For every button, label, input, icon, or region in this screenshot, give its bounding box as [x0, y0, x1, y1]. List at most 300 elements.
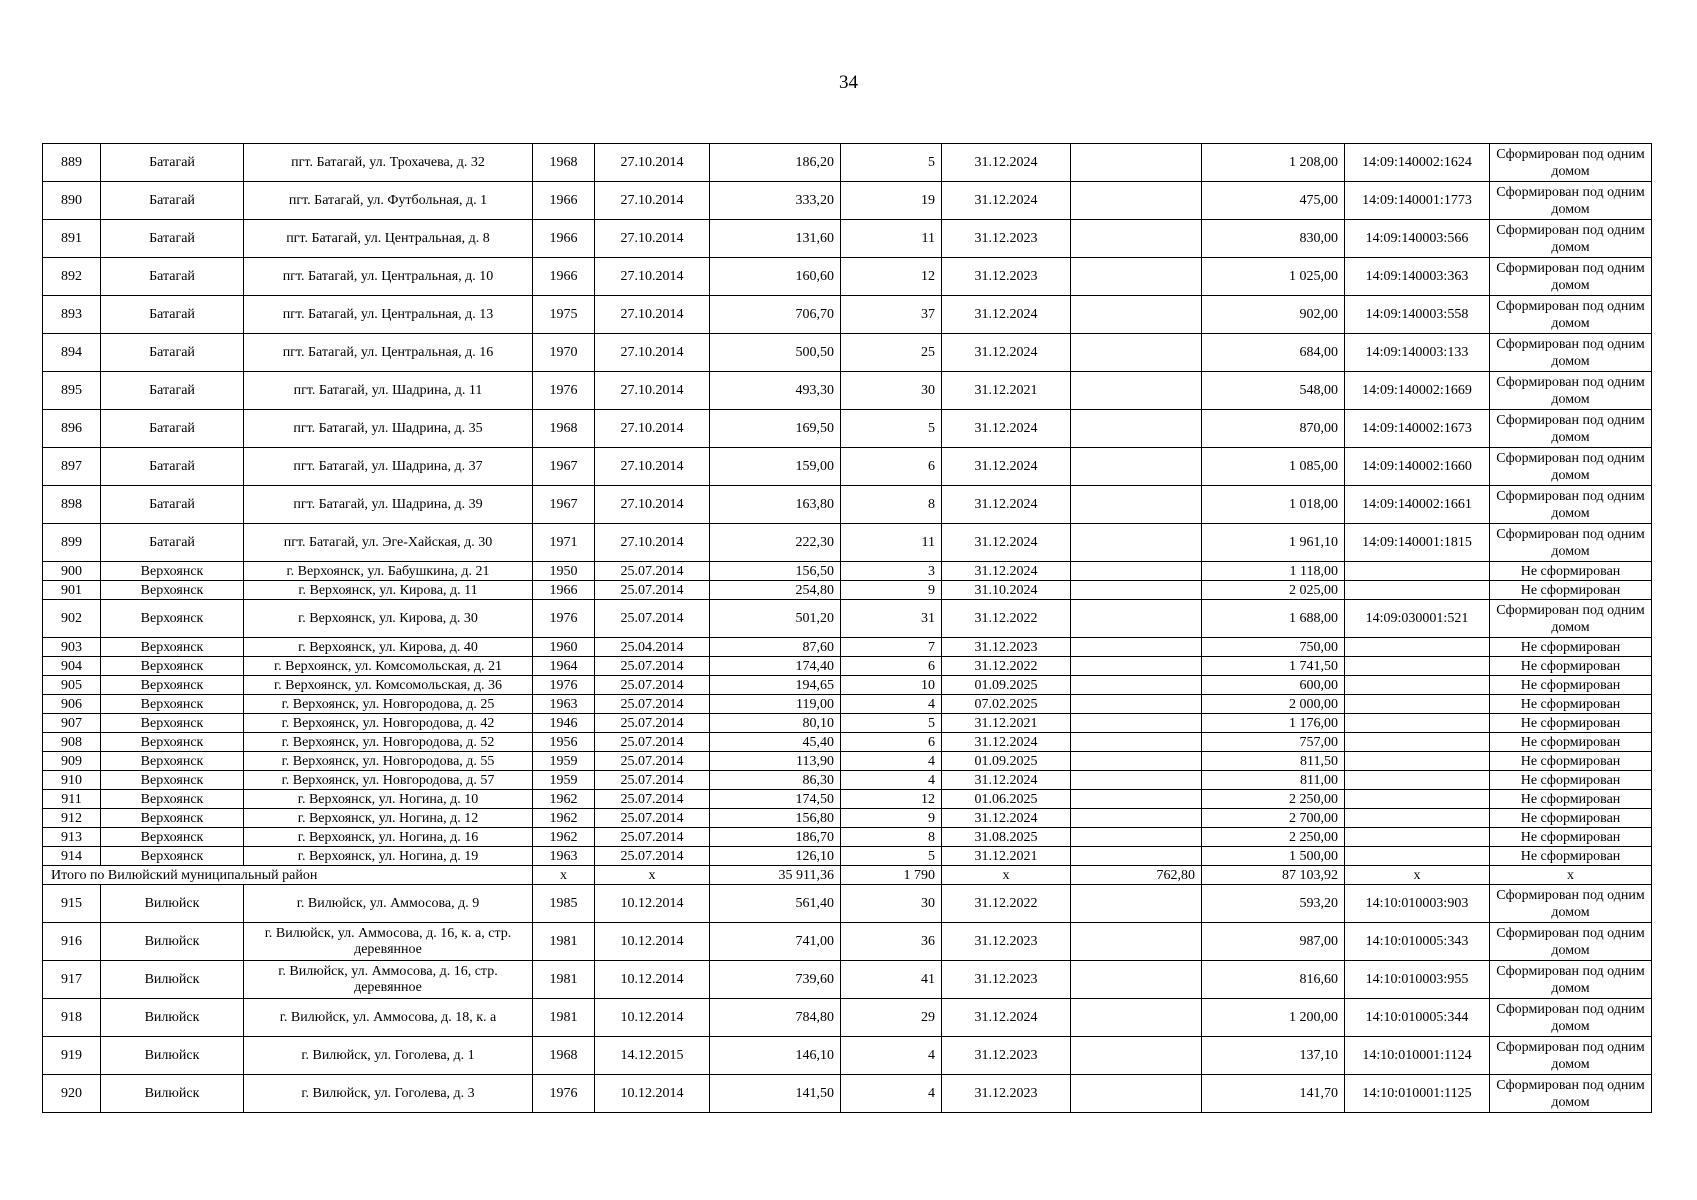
total-row	[43, 866, 1652, 885]
locality-cell: Батагай	[101, 524, 244, 562]
row-number: 894	[43, 334, 101, 372]
table-row	[43, 847, 1652, 866]
table-row	[43, 999, 1652, 1037]
year-cell: 1970	[533, 334, 595, 372]
residents-cell: 6	[841, 657, 942, 676]
address-cell: г. Верхоянск, ул. Ногина, д. 12	[244, 809, 533, 828]
cadastral-number-cell: 14:09:140003:566	[1345, 220, 1490, 258]
address-cell: г. Вилюйск, ул. Аммосова, д. 18, к. а	[244, 999, 533, 1037]
deadline-cell: 31.12.2022	[942, 885, 1071, 923]
deadline-cell: 31.08.2025	[942, 828, 1071, 847]
area-cell: 126,10	[710, 847, 841, 866]
address-cell: пгт. Батагай, ул. Трохачева, д. 32	[244, 144, 533, 182]
residents-cell: 10	[841, 676, 942, 695]
locality-cell: Верхоянск	[101, 733, 244, 752]
locality-cell: Батагай	[101, 372, 244, 410]
row-number: 906	[43, 695, 101, 714]
locality-cell: Верхоянск	[101, 714, 244, 733]
deadline-cell: 31.12.2024	[942, 524, 1071, 562]
year-cell: 1971	[533, 524, 595, 562]
area-cell: 87,60	[710, 638, 841, 657]
extra-cell	[1071, 695, 1202, 714]
address-cell: г. Верхоянск, ул. Кирова, д. 11	[244, 581, 533, 600]
residents-cell: 4	[841, 771, 942, 790]
total-cadastral: x	[1345, 866, 1490, 885]
area-cell: 784,80	[710, 999, 841, 1037]
area-cell: 561,40	[710, 885, 841, 923]
deadline-cell: 01.09.2025	[942, 676, 1071, 695]
cadastral-number-cell	[1345, 657, 1490, 676]
year-cell: 1967	[533, 486, 595, 524]
deadline-cell: 31.12.2024	[942, 448, 1071, 486]
area-cell: 186,70	[710, 828, 841, 847]
status-cell: Сформирован под одним домом	[1490, 1037, 1652, 1075]
status-cell: Сформирован под одним домом	[1490, 144, 1652, 182]
total-land: 87 103,92	[1202, 866, 1345, 885]
address-cell: г. Верхоянск, ул. Ногина, д. 16	[244, 828, 533, 847]
deadline-cell: 31.12.2023	[942, 1075, 1071, 1113]
locality-cell: Батагай	[101, 486, 244, 524]
deadline-cell: 07.02.2025	[942, 695, 1071, 714]
year-cell: 1964	[533, 657, 595, 676]
extra-cell	[1071, 296, 1202, 334]
deadline-cell: 31.12.2024	[942, 296, 1071, 334]
extra-cell	[1071, 714, 1202, 733]
locality-cell: Верхоянск	[101, 828, 244, 847]
cadastral-number-cell	[1345, 638, 1490, 657]
locality-cell: Верхоянск	[101, 600, 244, 638]
year-cell: 1959	[533, 752, 595, 771]
date-cell: 10.12.2014	[595, 1075, 710, 1113]
year-cell: 1966	[533, 220, 595, 258]
land-area-cell: 137,10	[1202, 1037, 1345, 1075]
deadline-cell: 31.12.2024	[942, 733, 1071, 752]
deadline-cell: 31.12.2024	[942, 562, 1071, 581]
total-residents: 1 790	[841, 866, 942, 885]
residents-cell: 31	[841, 600, 942, 638]
extra-cell	[1071, 961, 1202, 999]
date-cell: 10.12.2014	[595, 999, 710, 1037]
residents-cell: 12	[841, 790, 942, 809]
table-row	[43, 676, 1652, 695]
date-cell: 27.10.2014	[595, 410, 710, 448]
row-number: 890	[43, 182, 101, 220]
table-row	[43, 600, 1652, 638]
area-cell: 119,00	[710, 695, 841, 714]
status-cell: Не сформирован	[1490, 714, 1652, 733]
address-cell: г. Верхоянск, ул. Новгородова, д. 42	[244, 714, 533, 733]
status-cell: Сформирован под одним домом	[1490, 524, 1652, 562]
date-cell: 25.04.2014	[595, 638, 710, 657]
table-row	[43, 220, 1652, 258]
cadastral-number-cell: 14:09:140002:1660	[1345, 448, 1490, 486]
residents-cell: 8	[841, 828, 942, 847]
table-row	[43, 790, 1652, 809]
locality-cell: Батагай	[101, 410, 244, 448]
total-deadline: x	[942, 866, 1071, 885]
area-cell: 163,80	[710, 486, 841, 524]
cadastral-number-cell	[1345, 809, 1490, 828]
status-cell: Не сформирован	[1490, 581, 1652, 600]
row-number: 917	[43, 961, 101, 999]
address-cell: г. Верхоянск, ул. Комсомольская, д. 36	[244, 676, 533, 695]
land-area-cell: 684,00	[1202, 334, 1345, 372]
table-row	[43, 524, 1652, 562]
cadastral-number-cell	[1345, 847, 1490, 866]
deadline-cell: 01.09.2025	[942, 752, 1071, 771]
residents-cell: 30	[841, 885, 942, 923]
table-row	[43, 581, 1652, 600]
cadastral-number-cell: 14:10:010003:955	[1345, 961, 1490, 999]
row-number: 914	[43, 847, 101, 866]
date-cell: 27.10.2014	[595, 220, 710, 258]
status-cell: Не сформирован	[1490, 790, 1652, 809]
deadline-cell: 31.12.2022	[942, 600, 1071, 638]
residents-cell: 12	[841, 258, 942, 296]
date-cell: 10.12.2014	[595, 923, 710, 961]
date-cell: 25.07.2014	[595, 790, 710, 809]
address-cell: г. Верхоянск, ул. Кирова, д. 40	[244, 638, 533, 657]
area-cell: 186,20	[710, 144, 841, 182]
table-row	[43, 771, 1652, 790]
row-number: 920	[43, 1075, 101, 1113]
row-number: 896	[43, 410, 101, 448]
extra-cell	[1071, 600, 1202, 638]
table-row	[43, 448, 1652, 486]
table-row	[43, 1075, 1652, 1113]
residents-cell: 6	[841, 448, 942, 486]
status-cell: Сформирован под одним домом	[1490, 885, 1652, 923]
year-cell: 1968	[533, 144, 595, 182]
year-cell: 1967	[533, 448, 595, 486]
residents-cell: 37	[841, 296, 942, 334]
locality-cell: Верхоянск	[101, 657, 244, 676]
date-cell: 27.10.2014	[595, 296, 710, 334]
status-cell: Не сформирован	[1490, 828, 1652, 847]
year-cell: 1950	[533, 562, 595, 581]
address-cell: г. Верхоянск, ул. Новгородова, д. 52	[244, 733, 533, 752]
locality-cell: Верхоянск	[101, 638, 244, 657]
row-number: 915	[43, 885, 101, 923]
total-area: 35 911,36	[710, 866, 841, 885]
table-row	[43, 733, 1652, 752]
table-row	[43, 714, 1652, 733]
year-cell: 1976	[533, 1075, 595, 1113]
extra-cell	[1071, 809, 1202, 828]
land-area-cell: 1 208,00	[1202, 144, 1345, 182]
locality-cell: Верхоянск	[101, 581, 244, 600]
extra-cell	[1071, 752, 1202, 771]
address-cell: пгт. Батагай, ул. Центральная, д. 10	[244, 258, 533, 296]
extra-cell	[1071, 581, 1202, 600]
status-cell: Не сформирован	[1490, 847, 1652, 866]
address-cell: пгт. Батагай, ул. Шадрина, д. 39	[244, 486, 533, 524]
area-cell: 156,80	[710, 809, 841, 828]
extra-cell	[1071, 144, 1202, 182]
status-cell: Не сформирован	[1490, 676, 1652, 695]
locality-cell: Батагай	[101, 182, 244, 220]
address-cell: г. Вилюйск, ул. Аммосова, д. 16, к. а, стр. деревянное	[244, 923, 533, 961]
residents-cell: 3	[841, 562, 942, 581]
cadastral-number-cell: 14:10:010001:1125	[1345, 1075, 1490, 1113]
residents-cell: 30	[841, 372, 942, 410]
area-cell: 500,50	[710, 334, 841, 372]
land-area-cell: 811,00	[1202, 771, 1345, 790]
year-cell: 1981	[533, 999, 595, 1037]
extra-cell	[1071, 220, 1202, 258]
area-cell: 86,30	[710, 771, 841, 790]
date-cell: 25.07.2014	[595, 809, 710, 828]
residents-cell: 11	[841, 220, 942, 258]
row-number: 902	[43, 600, 101, 638]
status-cell: Сформирован под одним домом	[1490, 182, 1652, 220]
status-cell: Сформирован под одним домом	[1490, 1075, 1652, 1113]
total-date: x	[595, 866, 710, 885]
cadastral-number-cell	[1345, 695, 1490, 714]
date-cell: 25.07.2014	[595, 600, 710, 638]
residents-cell: 5	[841, 144, 942, 182]
row-number: 895	[43, 372, 101, 410]
land-area-cell: 141,70	[1202, 1075, 1345, 1113]
locality-cell: Верхоянск	[101, 676, 244, 695]
date-cell: 25.07.2014	[595, 581, 710, 600]
extra-cell	[1071, 657, 1202, 676]
extra-cell	[1071, 410, 1202, 448]
locality-cell: Верхоянск	[101, 752, 244, 771]
area-cell: 333,20	[710, 182, 841, 220]
table-row	[43, 923, 1652, 961]
residents-cell: 9	[841, 809, 942, 828]
status-cell: Сформирован под одним домом	[1490, 220, 1652, 258]
extra-cell	[1071, 828, 1202, 847]
land-area-cell: 475,00	[1202, 182, 1345, 220]
locality-cell: Батагай	[101, 220, 244, 258]
deadline-cell: 31.12.2024	[942, 410, 1071, 448]
land-area-cell: 1 688,00	[1202, 600, 1345, 638]
land-area-cell: 1 200,00	[1202, 999, 1345, 1037]
deadline-cell: 01.06.2025	[942, 790, 1071, 809]
area-cell: 131,60	[710, 220, 841, 258]
row-number: 889	[43, 144, 101, 182]
area-cell: 254,80	[710, 581, 841, 600]
row-number: 919	[43, 1037, 101, 1075]
cadastral-number-cell: 14:09:140002:1624	[1345, 144, 1490, 182]
land-area-cell: 1 961,10	[1202, 524, 1345, 562]
date-cell: 14.12.2015	[595, 1037, 710, 1075]
table-body-top	[43, 144, 1652, 866]
extra-cell	[1071, 372, 1202, 410]
deadline-cell: 31.12.2021	[942, 372, 1071, 410]
row-number: 891	[43, 220, 101, 258]
deadline-cell: 31.12.2021	[942, 714, 1071, 733]
cadastral-number-cell	[1345, 581, 1490, 600]
status-cell: Сформирован под одним домом	[1490, 372, 1652, 410]
date-cell: 27.10.2014	[595, 372, 710, 410]
cadastral-number-cell: 14:09:140001:1815	[1345, 524, 1490, 562]
cadastral-number-cell	[1345, 676, 1490, 695]
residents-cell: 6	[841, 733, 942, 752]
row-number: 897	[43, 448, 101, 486]
status-cell: Не сформирован	[1490, 638, 1652, 657]
area-cell: 501,20	[710, 600, 841, 638]
total-extra: 762,80	[1071, 866, 1202, 885]
land-area-cell: 750,00	[1202, 638, 1345, 657]
residents-cell: 9	[841, 581, 942, 600]
table-row	[43, 657, 1652, 676]
land-area-cell: 1 176,00	[1202, 714, 1345, 733]
year-cell: 1981	[533, 961, 595, 999]
year-cell: 1966	[533, 258, 595, 296]
locality-cell: Верхоянск	[101, 790, 244, 809]
area-cell: 741,00	[710, 923, 841, 961]
year-cell: 1959	[533, 771, 595, 790]
year-cell: 1946	[533, 714, 595, 733]
cadastral-number-cell	[1345, 771, 1490, 790]
cadastral-number-cell	[1345, 790, 1490, 809]
address-cell: г. Верхоянск, ул. Бабушкина, д. 21	[244, 562, 533, 581]
year-cell: 1956	[533, 733, 595, 752]
deadline-cell: 31.12.2024	[942, 144, 1071, 182]
table-row	[43, 638, 1652, 657]
cadastral-number-cell	[1345, 562, 1490, 581]
residents-cell: 5	[841, 714, 942, 733]
area-cell: 160,60	[710, 258, 841, 296]
year-cell: 1975	[533, 296, 595, 334]
area-cell: 493,30	[710, 372, 841, 410]
land-area-cell: 902,00	[1202, 296, 1345, 334]
row-number: 918	[43, 999, 101, 1037]
status-cell: Не сформирован	[1490, 695, 1652, 714]
date-cell: 25.07.2014	[595, 714, 710, 733]
date-cell: 27.10.2014	[595, 334, 710, 372]
address-cell: пгт. Батагай, ул. Шадрина, д. 35	[244, 410, 533, 448]
residents-cell: 5	[841, 847, 942, 866]
residents-cell: 19	[841, 182, 942, 220]
residents-cell: 41	[841, 961, 942, 999]
address-cell: г. Вилюйск, ул. Гоголева, д. 3	[244, 1075, 533, 1113]
row-number: 892	[43, 258, 101, 296]
extra-cell	[1071, 334, 1202, 372]
land-area-cell: 2 025,00	[1202, 581, 1345, 600]
status-cell: Сформирован под одним домом	[1490, 296, 1652, 334]
area-cell: 174,40	[710, 657, 841, 676]
locality-cell: Батагай	[101, 448, 244, 486]
status-cell: Сформирован под одним домом	[1490, 334, 1652, 372]
year-cell: 1981	[533, 923, 595, 961]
address-cell: пгт. Батагай, ул. Центральная, д. 13	[244, 296, 533, 334]
deadline-cell: 31.12.2024	[942, 334, 1071, 372]
cadastral-number-cell: 14:09:030001:521	[1345, 600, 1490, 638]
land-area-cell: 1 085,00	[1202, 448, 1345, 486]
year-cell: 1962	[533, 809, 595, 828]
date-cell: 27.10.2014	[595, 258, 710, 296]
deadline-cell: 31.10.2024	[942, 581, 1071, 600]
address-cell: г. Вилюйск, ул. Аммосова, д. 16, стр. деревянное	[244, 961, 533, 999]
row-number: 907	[43, 714, 101, 733]
land-area-cell: 1 500,00	[1202, 847, 1345, 866]
row-number: 909	[43, 752, 101, 771]
date-cell: 25.07.2014	[595, 676, 710, 695]
year-cell: 1962	[533, 828, 595, 847]
deadline-cell: 31.12.2023	[942, 1037, 1071, 1075]
year-cell: 1966	[533, 182, 595, 220]
land-area-cell: 830,00	[1202, 220, 1345, 258]
address-cell: пгт. Батагай, ул. Шадрина, д. 37	[244, 448, 533, 486]
residents-cell: 29	[841, 999, 942, 1037]
deadline-cell: 31.12.2023	[942, 220, 1071, 258]
extra-cell	[1071, 1037, 1202, 1075]
cadastral-number-cell: 14:09:140002:1669	[1345, 372, 1490, 410]
locality-cell: Вилюйск	[101, 961, 244, 999]
status-cell: Сформирован под одним домом	[1490, 923, 1652, 961]
table-row	[43, 372, 1652, 410]
table-row	[43, 334, 1652, 372]
status-cell: Не сформирован	[1490, 752, 1652, 771]
land-area-cell: 2 250,00	[1202, 790, 1345, 809]
table-row	[43, 961, 1652, 999]
residents-cell: 25	[841, 334, 942, 372]
address-cell: пгт. Батагай, ул. Футбольная, д. 1	[244, 182, 533, 220]
table-row	[43, 695, 1652, 714]
row-number: 905	[43, 676, 101, 695]
extra-cell	[1071, 999, 1202, 1037]
land-area-cell: 816,60	[1202, 961, 1345, 999]
locality-cell: Батагай	[101, 258, 244, 296]
cadastral-number-cell: 14:09:140003:558	[1345, 296, 1490, 334]
area-cell: 146,10	[710, 1037, 841, 1075]
deadline-cell: 31.12.2023	[942, 961, 1071, 999]
year-cell: 1976	[533, 676, 595, 695]
status-cell: Не сформирован	[1490, 809, 1652, 828]
date-cell: 25.07.2014	[595, 847, 710, 866]
row-number: 903	[43, 638, 101, 657]
area-cell: 141,50	[710, 1075, 841, 1113]
residents-cell: 4	[841, 752, 942, 771]
date-cell: 25.07.2014	[595, 733, 710, 752]
table-row	[43, 182, 1652, 220]
extra-cell	[1071, 562, 1202, 581]
locality-cell: Вилюйск	[101, 1037, 244, 1075]
residents-cell: 8	[841, 486, 942, 524]
land-area-cell: 600,00	[1202, 676, 1345, 695]
extra-cell	[1071, 790, 1202, 809]
status-cell: Сформирован под одним домом	[1490, 999, 1652, 1037]
extra-cell	[1071, 733, 1202, 752]
deadline-cell: 31.12.2024	[942, 182, 1071, 220]
area-cell: 194,65	[710, 676, 841, 695]
housing-registry-table	[42, 143, 1652, 1113]
address-cell: пгт. Батагай, ул. Шадрина, д. 11	[244, 372, 533, 410]
deadline-cell: 31.12.2023	[942, 923, 1071, 961]
row-number: 899	[43, 524, 101, 562]
address-cell: пгт. Батагай, ул. Центральная, д. 8	[244, 220, 533, 258]
total-label: Итого по Вилюйский муниципальный район	[43, 866, 533, 885]
row-number: 911	[43, 790, 101, 809]
date-cell: 25.07.2014	[595, 771, 710, 790]
extra-cell	[1071, 1075, 1202, 1113]
land-area-cell: 2 000,00	[1202, 695, 1345, 714]
land-area-cell: 1 118,00	[1202, 562, 1345, 581]
address-cell: г. Верхоянск, ул. Ногина, д. 10	[244, 790, 533, 809]
area-cell: 222,30	[710, 524, 841, 562]
locality-cell: Вилюйск	[101, 999, 244, 1037]
extra-cell	[1071, 771, 1202, 790]
status-cell: Сформирован под одним домом	[1490, 600, 1652, 638]
extra-cell	[1071, 885, 1202, 923]
table-row	[43, 828, 1652, 847]
locality-cell: Верхоянск	[101, 771, 244, 790]
land-area-cell: 811,50	[1202, 752, 1345, 771]
